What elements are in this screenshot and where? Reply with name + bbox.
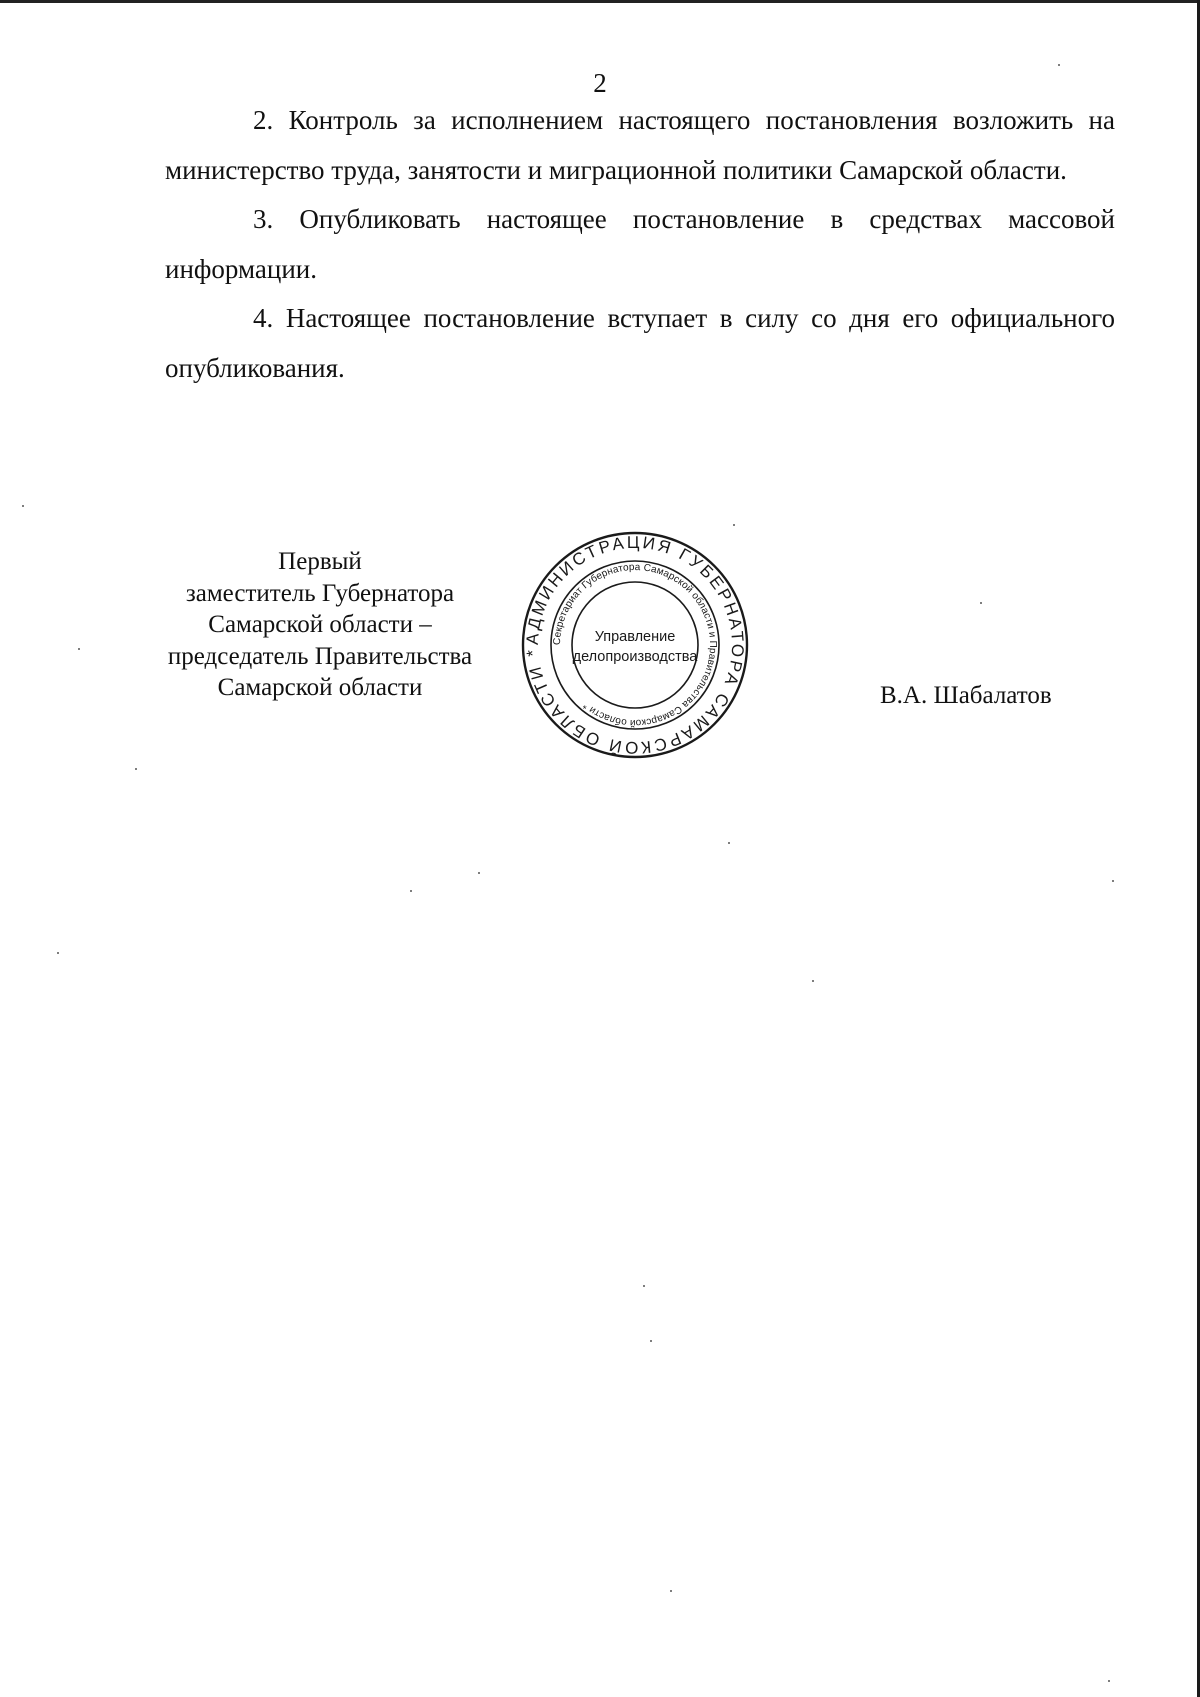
scan-speck [57, 952, 59, 954]
paragraph-control: 2. Контроль за исполнением настоящего постановления возложить на министерство труда, занятости и миграционной политики Самарской области. [165, 105, 1115, 185]
stamp-inner-ring-path: Секретариат Губернатора Самарской области и Правительства Самарской области * [551, 561, 719, 729]
stamp-inner-circle [572, 582, 698, 708]
signatory-title-line: Самарской области – [208, 611, 432, 638]
paragraph-publish: 3. Опубликовать настоящее постановление в средствах массовой информации. [165, 204, 1115, 284]
scan-speck [650, 1340, 652, 1342]
scan-speck [1058, 64, 1060, 66]
stamp-middle-circle [551, 561, 719, 729]
scan-speck [22, 505, 24, 507]
page-number: 2 [593, 68, 607, 98]
stamp-graphic [520, 530, 750, 760]
scan-speck [728, 842, 730, 844]
signatory-title [145, 546, 495, 704]
official-stamp [520, 530, 750, 760]
scan-speck [733, 524, 735, 526]
stamp-center-line-1: Управление [594, 629, 676, 645]
scan-speck [643, 1285, 645, 1287]
scan-speck [812, 980, 814, 982]
signatory-title-line: Самарской области [217, 674, 423, 701]
signatory-title-line: председатель Правительства [167, 642, 473, 670]
signatory-title-line: Первый [278, 548, 362, 575]
document-body [165, 96, 1115, 393]
stamp-outer-ring-path: АДМИНИСТРАЦИЯ ГУБЕРНАТОРА САМАРСКОЙ ОБЛАСТИ * [522, 532, 748, 758]
scan-speck [670, 1590, 672, 1592]
scan-speck [78, 648, 80, 650]
scan-speck [980, 602, 982, 604]
stamp-center-line-2: делопроизводства [572, 649, 698, 665]
scan-speck [1108, 1680, 1110, 1682]
scan-speck [478, 872, 480, 874]
signatory-name: В.А. Шабалатов [880, 682, 1052, 709]
paragraph-effective: 4. Настоящее постановление вступает в силу со дня его официального опубликования. [165, 303, 1115, 383]
scan-speck [135, 768, 137, 770]
signatory-title-line: заместитель Губернатора [185, 579, 455, 607]
scan-speck [410, 890, 412, 892]
scan-speck [1112, 880, 1114, 882]
page-top-edge [0, 0, 1200, 3]
